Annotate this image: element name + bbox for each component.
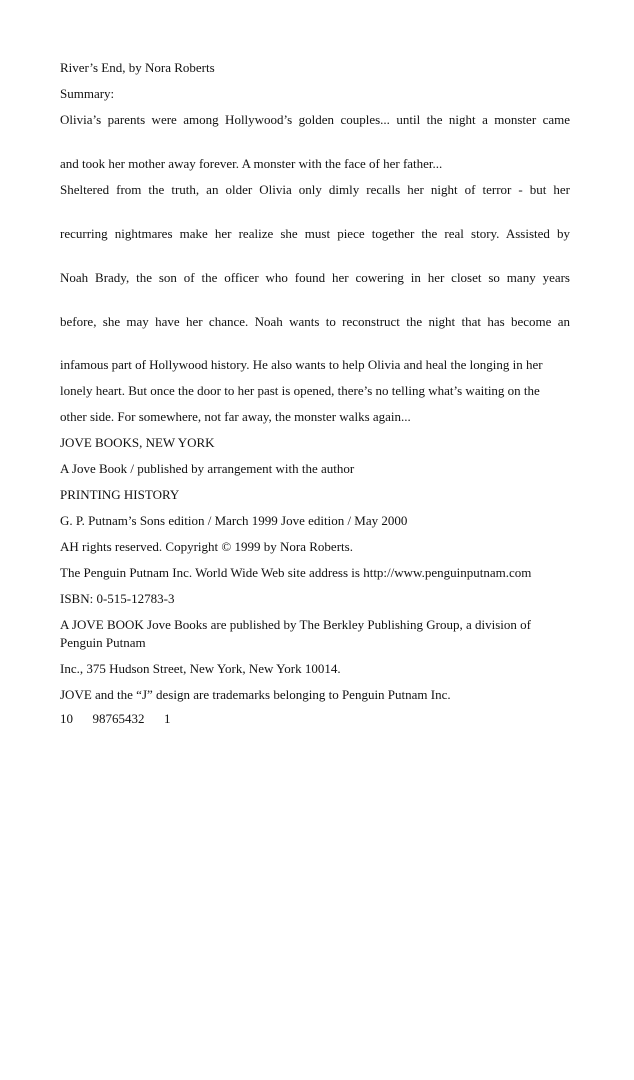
book-title-line: River’s End, by Nora Roberts [60,60,215,75]
summary-line: before, she may have her chance. Noah wants to reconstruct the night that has become an [60,314,570,329]
publisher-info-line: A JOVE BOOK Jove Books are published by The Berkley Publishing Group, a division of Penguin Putnam [60,617,531,650]
summary-line: Noah Brady, the son of the officer who found her cowering in her closet so many years [60,270,570,285]
edition-line: G. P. Putnam’s Sons edition / March 1999 Jove edition / May 2000 [60,513,408,528]
printing-history-heading: PRINTING HISTORY [60,487,180,502]
address-line: Inc., 375 Hudson Street, New York, New York 10014. [60,661,341,676]
summary-heading: Summary: [60,86,115,101]
summary-line: Olivia’s parents were among Hollywood’s golden couples... until the night a monster came [60,112,570,127]
summary-line: recurring nightmares make her realize she must piece together the real story. Assisted by [60,226,570,241]
summary-line: lonely heart. But once the door to her past is opened, there’s no telling what’s waiting on the [60,383,540,398]
printing-number-line: 10 98765432 1 [60,711,171,726]
trademark-line: JOVE and the “J” design are trademarks belonging to Penguin Putnam Inc. [60,687,451,702]
summary-line: infamous part of Hollywood history. He also wants to help Olivia and heal the longing in her [60,357,543,372]
isbn-line: ISBN: 0-515-12783-3 [60,591,175,606]
publisher-line: JOVE BOOKS, NEW YORK [60,435,215,450]
summary-line: other side. For somewhere, not far away, the monster walks again... [60,409,411,424]
copyright-line: AH rights reserved. Copyright © 1999 by Nora Roberts. [60,539,353,554]
website-line: The Penguin Putnam Inc. World Wide Web site address is http://www.penguinputnam.com [60,565,532,580]
summary-line: Sheltered from the truth, an older Olivia only dimly recalls her night of terror - but her [60,182,570,197]
arrangement-line: A Jove Book / published by arrangement with the author [60,461,355,476]
summary-line: and took her mother away forever. A monster with the face of her father... [60,156,443,171]
